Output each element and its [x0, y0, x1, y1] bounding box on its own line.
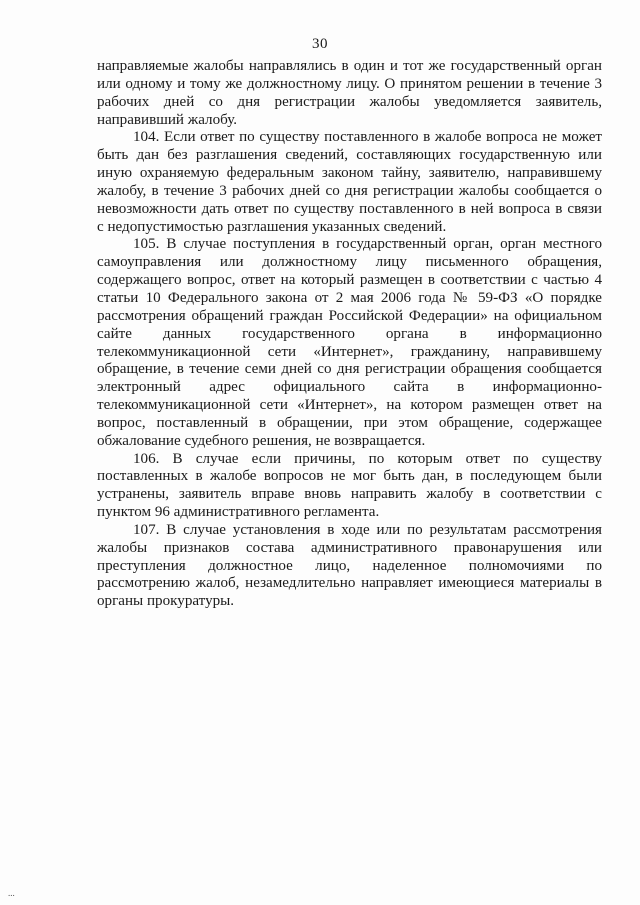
paragraph-104 [97, 129, 602, 236]
text-line: рассмотрения обращений граждан Российской Федерации» на официальном [97, 307, 602, 324]
text-line: 106. В случае если причины, по которым ответ по существу [133, 450, 602, 467]
paragraph-106 [97, 451, 602, 522]
text-line: с недопустимостью разглашения указанных сведений. [97, 218, 447, 235]
paragraph-105 [97, 236, 602, 450]
text-line: или одному и тому же должностному лицу. О принятом решении в течение 3 [97, 75, 602, 92]
text-line: органы прокуратуры. [97, 593, 235, 610]
corner-mark: ... [8, 888, 15, 898]
paragraph-continuation [97, 58, 602, 129]
text-line: поставленных в жалобе вопросов не мог быть дан, в последующем были [97, 468, 602, 485]
text-line: преступления должностное лицо, наделенное полномочиями по [97, 557, 602, 574]
text-line: вопрос, поставленный в обращении, при этом обращение, содержащее [97, 414, 602, 431]
text-line: обжалование судебного решения, не возвращается. [97, 432, 426, 449]
text-line: жалобы признаков состава административного правонарушения или [97, 539, 602, 556]
text-line: 104. Если ответ по существу поставленного в жалобе вопроса не может [133, 129, 602, 146]
text-line: содержащего вопрос, ответ на который размещен в соответствии с частью 4 [97, 272, 602, 289]
text-line: 107. В случае установления в ходе или по результатам рассмотрения [133, 521, 602, 538]
text-line: рассмотрению жалоб, незамедлительно направляет имеющиеся материалы в [97, 575, 602, 592]
text-line: самоуправления или должностному лицу письменного обращения, [97, 254, 602, 271]
text-line: быть дан без разглашения сведений, составляющих государственную или [97, 147, 602, 164]
text-line: 105. В случае поступления в государственный орган, орган местного [133, 236, 602, 253]
text-line: жалобу, в течение 3 рабочих дней со дня регистрации жалобы сообщается о [97, 182, 602, 199]
text-line: сайте данных государственного органа в информационно [97, 325, 602, 342]
text-line: направляемые жалобы направлялись в один и тот же государственный орган [97, 58, 602, 74]
text-line: электронный адрес официального сайта в информационно- [97, 379, 602, 396]
text-line: иную охраняемую федеральным законом тайну, заявителю, направившему [97, 165, 602, 182]
page-number: 30 [312, 36, 328, 52]
text-line: статьи 10 Федерального закона от 2 мая 2006 года № 59-ФЗ «О порядке [97, 289, 602, 306]
text-line: устранены, заявитель вправе вновь направить жалобу в соответствии с [97, 486, 602, 503]
text-line: рабочих дней со дня регистрации жалобы уведомляется заявитель, [97, 93, 602, 110]
text-line: направивший жалобу. [97, 111, 238, 128]
text-line: пунктом 96 административного регламента. [97, 504, 380, 521]
text-line: обращение, в течение семи дней со дня регистрации обращения сообщается [97, 361, 602, 378]
text-line: телекоммуникационной сети «Интернет», на котором размещен ответ на [97, 397, 602, 414]
body-text [97, 58, 602, 611]
paragraph-107 [97, 522, 602, 611]
text-line: телекоммуникационной сети «Интернет», гражданину, направившему [97, 343, 602, 360]
text-line: невозможности дать ответ по существу поставленного в ней вопроса в связи [97, 200, 602, 217]
